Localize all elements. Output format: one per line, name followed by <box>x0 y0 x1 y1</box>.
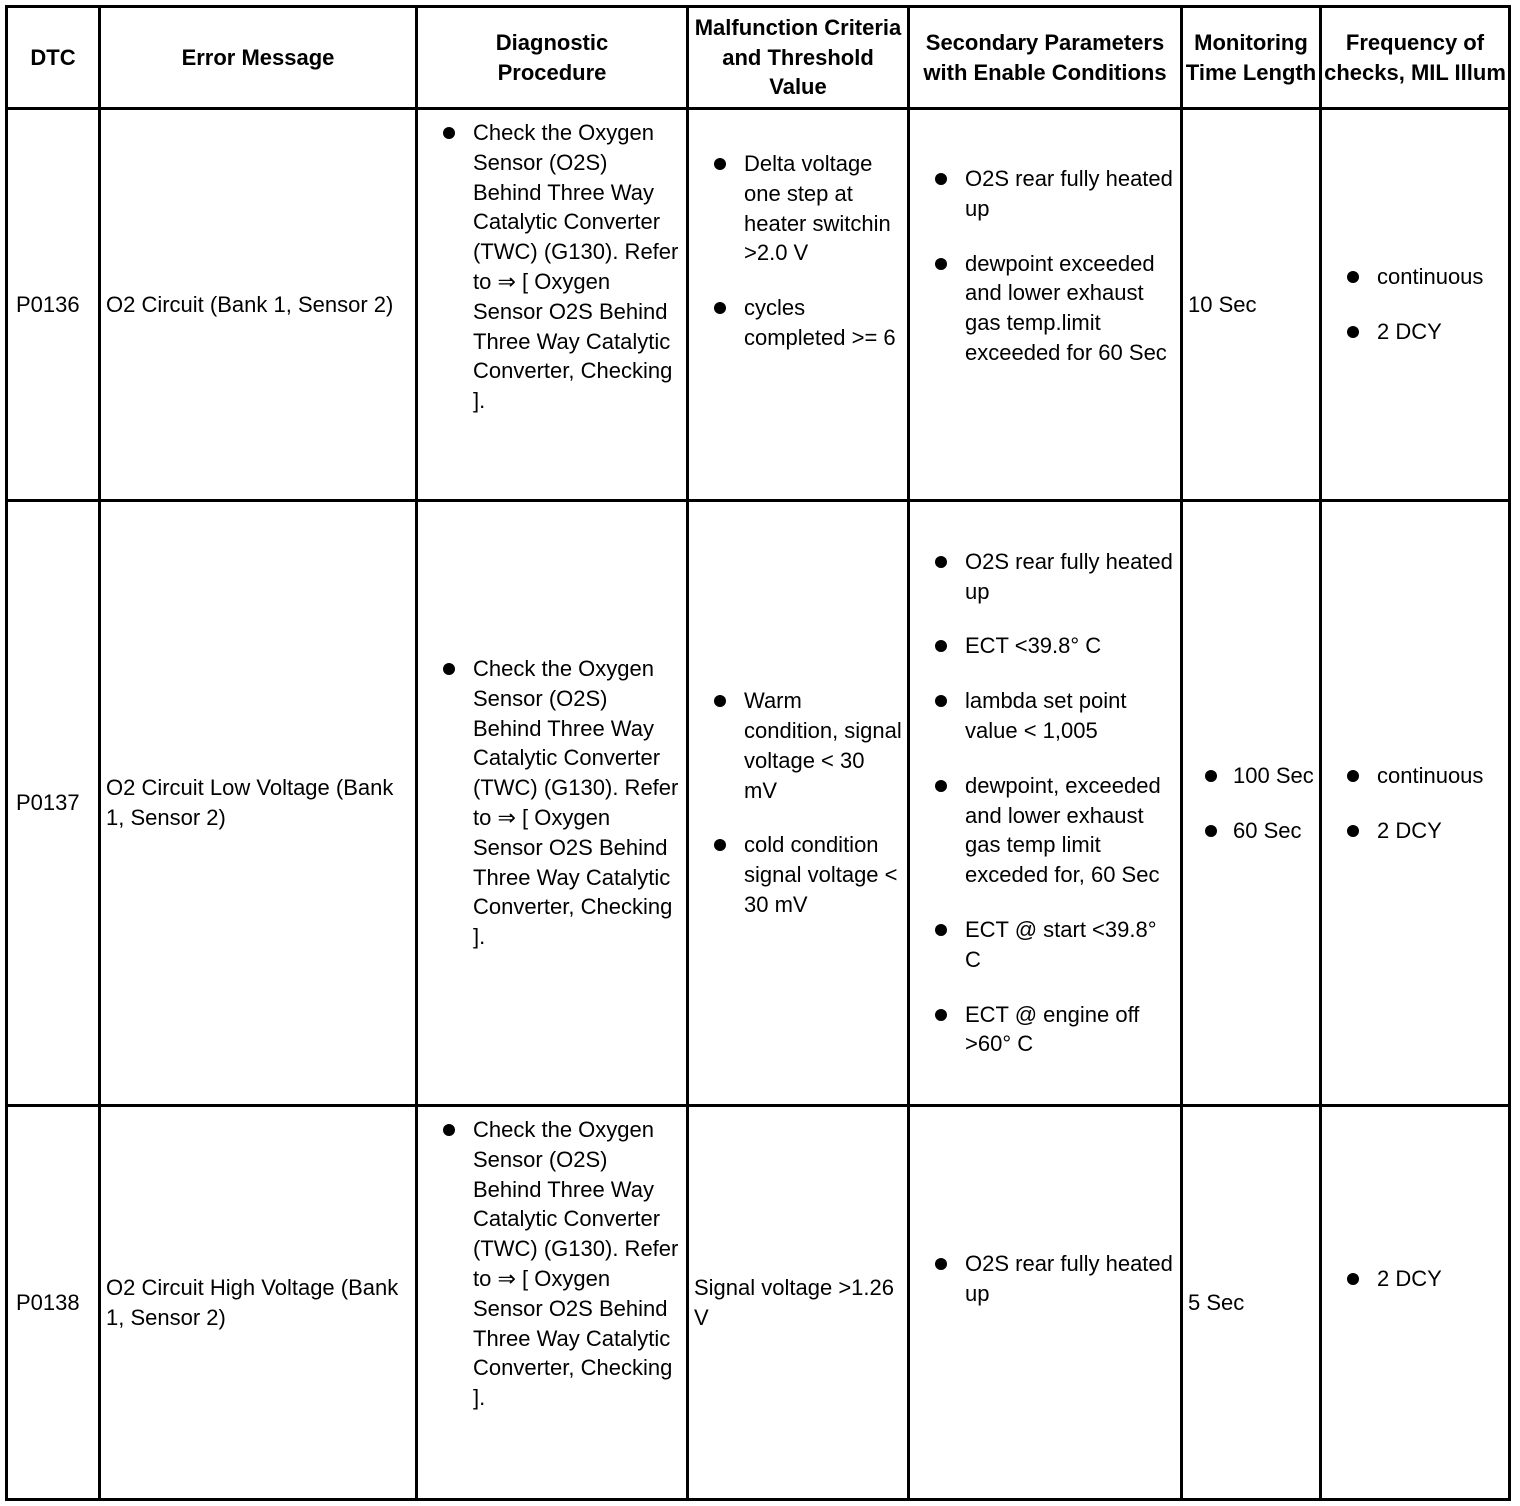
monitoring-item: 60 Sec <box>1185 816 1317 846</box>
frequency-item: 2 DCY <box>1327 317 1503 347</box>
header-row <box>7 7 1510 109</box>
procedure-item: Check the Oxygen Sensor (O2S) Behind Three Way Catalytic Converter (TWC) (G130). Refer to ⇒ [ Oxygen Sensor O2S Behind Three Way Catalytic Converter, Checking ]. <box>423 1115 681 1413</box>
monitoring-time <box>1182 501 1321 1106</box>
dtc-code: P0138 <box>7 1106 100 1500</box>
diagnostic-procedure <box>417 1106 688 1500</box>
header-dtc: DTC <box>7 7 100 109</box>
malfunction-criteria <box>688 109 909 501</box>
table-row <box>7 109 1510 501</box>
secondary-item: O2S rear fully heated up <box>915 164 1175 224</box>
frequency <box>1321 109 1510 501</box>
frequency-item: 2 DCY <box>1327 816 1503 846</box>
frequency <box>1321 501 1510 1106</box>
dtc-table <box>5 5 1511 1501</box>
secondary-parameters <box>909 109 1182 501</box>
table-row <box>7 1106 1510 1500</box>
secondary-item: lambda set point value < 1,005 <box>915 686 1175 746</box>
procedure-list <box>423 118 681 416</box>
secondary-item: ECT <39.8° C <box>915 631 1175 661</box>
frequency-item: continuous <box>1327 262 1503 292</box>
secondary-item: O2S rear fully heated up <box>915 1249 1175 1309</box>
monitoring-time: 5 Sec <box>1182 1106 1321 1500</box>
diagnostic-procedure <box>417 109 688 501</box>
frequency-item: continuous <box>1327 761 1503 791</box>
malfunction-list <box>694 686 902 920</box>
frequency-list <box>1327 761 1503 846</box>
header-monitoring-time: Monitoring Time Length <box>1182 7 1321 109</box>
header-diagnostic-procedure: Diagnostic Procedure <box>417 7 688 109</box>
secondary-item: O2S rear fully heated up <box>915 547 1175 607</box>
header-frequency: Frequency of checks, MIL Illum <box>1321 7 1510 109</box>
malfunction-item: cycles completed >= 6 <box>694 293 902 353</box>
secondary-item: ECT @ start <39.8° C <box>915 915 1175 975</box>
dtc-code: P0136 <box>7 109 100 501</box>
secondary-parameters <box>909 501 1182 1106</box>
secondary-list <box>915 164 1175 368</box>
header-secondary-parameters: Secondary Parameters with Enable Conditions <box>909 7 1182 109</box>
procedure-item: Check the Oxygen Sensor (O2S) Behind Three Way Catalytic Converter (TWC) (G130). Refer to ⇒ [ Oxygen Sensor O2S Behind Three Way Catalytic Converter, Checking ]. <box>423 654 681 952</box>
error-message: O2 Circuit (Bank 1, Sensor 2) <box>100 109 417 501</box>
malfunction-criteria: Signal voltage >1.26 V <box>688 1106 909 1500</box>
frequency-list <box>1327 1264 1503 1294</box>
frequency <box>1321 1106 1510 1500</box>
error-message: O2 Circuit High Voltage (Bank 1, Sensor 2) <box>100 1106 417 1500</box>
header-error-message: Error Message <box>100 7 417 109</box>
error-message: O2 Circuit Low Voltage (Bank 1, Sensor 2) <box>100 501 417 1106</box>
procedure-list <box>423 1115 681 1413</box>
frequency-list <box>1327 262 1503 347</box>
procedure-item: Check the Oxygen Sensor (O2S) Behind Three Way Catalytic Converter (TWC) (G130). Refer to ⇒ [ Oxygen Sensor O2S Behind Three Way Catalytic Converter, Checking ]. <box>423 118 681 416</box>
malfunction-criteria <box>688 501 909 1106</box>
monitoring-list <box>1185 761 1317 846</box>
malfunction-item: cold condition signal voltage < 30 mV <box>694 830 902 919</box>
secondary-item: dewpoint, exceeded and lower exhaust gas temp limit exceded for, 60 Sec <box>915 771 1175 890</box>
malfunction-list <box>694 149 902 353</box>
secondary-item: ECT @ engine off >60° C <box>915 1000 1175 1060</box>
table-row <box>7 501 1510 1106</box>
frequency-item: 2 DCY <box>1327 1264 1503 1294</box>
secondary-list <box>915 547 1175 1059</box>
monitoring-time: 10 Sec <box>1182 109 1321 501</box>
malfunction-item: Warm condition, signal voltage < 30 mV <box>694 686 902 805</box>
monitoring-item: 100 Sec <box>1185 761 1317 791</box>
secondary-list <box>915 1249 1175 1309</box>
secondary-item: dewpoint exceeded and lower exhaust gas temp.limit exceeded for 60 Sec <box>915 249 1175 368</box>
dtc-code: P0137 <box>7 501 100 1106</box>
malfunction-item: Delta voltage one step at heater switchin >2.0 V <box>694 149 902 268</box>
secondary-parameters <box>909 1106 1182 1500</box>
header-malfunction-criteria: Malfunction Criteria and Threshold Value <box>688 7 909 109</box>
diagnostic-procedure <box>417 501 688 1106</box>
procedure-list <box>423 654 681 952</box>
